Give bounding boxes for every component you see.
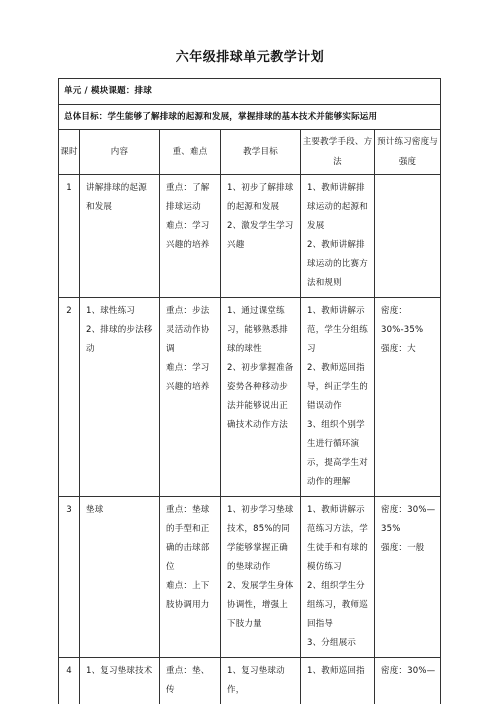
intensity-cell: 密度：30%— — [375, 658, 441, 704]
table-row — [59, 298, 441, 497]
header-lesson: 课时 — [59, 130, 80, 175]
table-row — [59, 175, 441, 298]
content-cell: 讲解排球的起源和发展 — [80, 175, 160, 298]
header-methods: 主要教学手段、方法 — [301, 130, 375, 175]
methods-cell: 1、教师讲解示范，学生分组练习 2、教师巡回指导，纠正学生的错误动作 3、组织个别学生进行循环演示，提高学生对动作的理解 — [301, 298, 375, 497]
unit-topic: 单元 / 模块课题：排球 — [59, 79, 441, 105]
objectives-cell: 1、复习垫球动作， — [221, 658, 301, 704]
methods-cell: 1、教师讲解示范练习方法，学生徒手和有球的模仿练习 2、组织学生分组练习，教师巡回指导 3、分组展示 — [301, 497, 375, 658]
objectives-cell: 1、初步学习垫球技术，85%的同学能够掌握正确的垫球动作 2、发展学生身体协调性，增强上下肢力量 — [221, 497, 301, 658]
methods-cell: 1、教师讲解排球运动的起源和发展 2、教师讲解排球运动的比赛方法和规则 — [301, 175, 375, 298]
lesson-number: 2 — [59, 298, 80, 497]
lesson-number: 1 — [59, 175, 80, 298]
header-key-points: 重、难点 — [160, 130, 221, 175]
document-title: 六年级排球单元教学计划 — [0, 46, 500, 65]
key-points-cell: 重点：垫球的手型和正确的击球部位 难点：上下肢协调用力 — [160, 497, 221, 658]
lesson-number: 3 — [59, 497, 80, 658]
intensity-cell: 密度：30%-35% 强度：大 — [375, 298, 441, 497]
header-content: 内容 — [80, 130, 160, 175]
methods-cell: 1、教师巡回指 — [301, 658, 375, 704]
lesson-number: 4 — [59, 658, 80, 704]
plan-table — [58, 78, 441, 704]
overall-goal: 总体目标：学生能够了解排球的起源和发展，掌握排球的基本技术并能够实际运用 — [59, 105, 441, 130]
header-objectives: 教学目标 — [221, 130, 301, 175]
objectives-cell: 1、初步了解排球的起源和发展 2、激发学生学习兴趣 — [221, 175, 301, 298]
content-cell: 1、球性练习 2、排球的步法移动 — [80, 298, 160, 497]
table-row — [59, 497, 441, 658]
intensity-cell: 密度：30%—35% 强度：一般 — [375, 497, 441, 658]
key-points-cell: 重点：垫、传 — [160, 658, 221, 704]
content-cell: 1、复习垫球技术 — [80, 658, 160, 704]
key-points-cell: 重点：步法灵活动作协调 难点：学习兴趣的培养 — [160, 298, 221, 497]
key-points-cell: 重点：了解排球运动 难点：学习兴趣的培养 — [160, 175, 221, 298]
header-intensity: 预计练习密度与强度 — [375, 130, 441, 175]
table-row — [59, 658, 441, 704]
objectives-cell: 1、通过课堂练习，能够熟悉排球的球性 2、初步掌握准备姿势各种移动步法并能够说出正确技术动作方法 — [221, 298, 301, 497]
content-cell: 垫球 — [80, 497, 160, 658]
intensity-cell — [375, 175, 441, 298]
